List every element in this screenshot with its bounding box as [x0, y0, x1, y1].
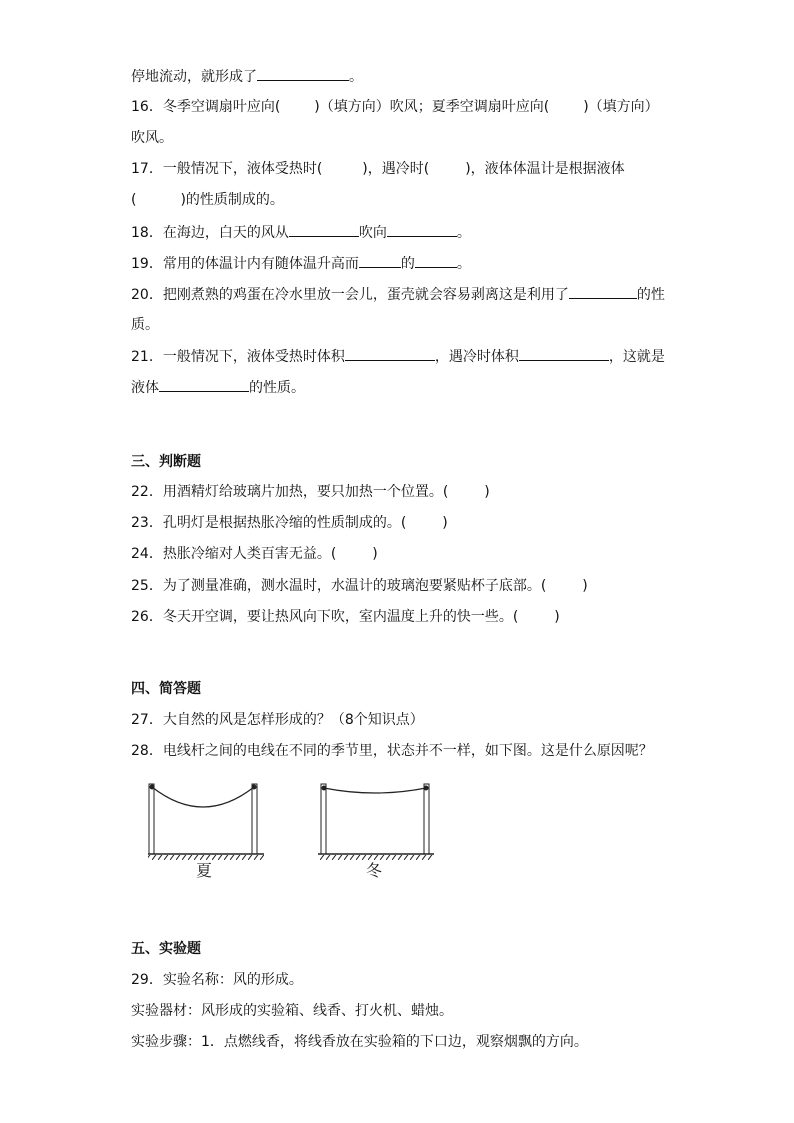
question-27: 27．大自然的风是怎样形成的？（8个知识点）: [131, 712, 424, 728]
summer-right-insulator: [252, 785, 257, 790]
q15-text: 停地流动，就形成了: [131, 69, 257, 85]
q26-text: 26．冬天开空调，要让热风向下吹，室内温度上升的快一些。(: [131, 609, 519, 625]
q18-text-c: 。: [456, 225, 471, 241]
q24-text: 24．热胀冷缩对人类百害无益。(: [131, 546, 337, 562]
winter-left-pole: [321, 784, 326, 854]
q20-blank[interactable]: [569, 284, 637, 299]
winter-label: 冬: [365, 861, 383, 880]
power-line-figure: [140, 772, 450, 884]
q25-text: 25．为了测量准确，测水温时，水温计的玻璃泡要紧贴杯子底部。(: [131, 578, 547, 594]
q21-text-a: 21．一般情况下，液体受热时体积: [131, 349, 345, 365]
q21-text-b: ，遇冷时体积: [434, 349, 519, 365]
question-16-cont: 吹风。: [131, 130, 173, 146]
q22-close: ): [484, 484, 490, 500]
question-15-tail: [131, 66, 363, 87]
q17-cont-text: )的性质制成的。: [180, 192, 284, 208]
q17-text-a: 17．一般情况下，液体受热时(: [131, 161, 323, 177]
question-22: [131, 482, 490, 502]
question-24: [131, 544, 378, 564]
q19-text-b: 的: [400, 256, 415, 272]
q23-close: ): [442, 515, 448, 531]
question-28: 28．电线杆之间的电线在不同的季节里，状态并不一样，如下图。这是什么原因呢？: [131, 743, 653, 759]
summer-left-insulator: [150, 785, 155, 790]
question-25: [131, 576, 588, 596]
q15-end: 。: [349, 69, 363, 85]
q19-text-a: 19．常用的体温计内有随体温升高而: [131, 256, 359, 272]
summer-label: 夏: [195, 861, 213, 880]
question-23: [131, 513, 448, 533]
section-3-heading: 三、判断题: [131, 454, 201, 470]
q16-text-b: )（填方向）吹风；夏季空调扇叶应向(: [314, 99, 550, 115]
q19-blank-2[interactable]: [415, 253, 457, 268]
question-19: [131, 253, 471, 274]
q18-blank-1[interactable]: [289, 222, 359, 237]
q21-blank-1[interactable]: [345, 346, 435, 361]
q21-blank-2[interactable]: [519, 346, 609, 361]
experiment-materials: 实验器材：风形成的实验箱、线香、打火机、蜡烛。: [131, 1003, 453, 1019]
q17-text-c: )，液体体温计是根据液体: [465, 161, 625, 177]
q18-blank-2[interactable]: [387, 222, 457, 237]
winter-right-pole: [424, 784, 429, 854]
q16-text-a: 16．冬季空调扇叶应向(: [131, 99, 281, 115]
winter-ground-hatching: [318, 855, 434, 860]
question-21: [131, 346, 665, 367]
winter-right-insulator: [424, 786, 429, 791]
q21-blank-3[interactable]: [159, 377, 249, 392]
q18-text-b: 吹向: [358, 225, 387, 241]
q21-cont-b: 的性质。: [249, 380, 305, 396]
question-17-cont: [131, 190, 284, 210]
q19-blank-1[interactable]: [359, 253, 401, 268]
question-16: [131, 97, 659, 117]
winter-left-insulator: [322, 786, 327, 791]
question-20-cont: 质。: [131, 317, 159, 333]
experiment-steps: 实验步骤：1．点燃线香，将线香放在实验箱的下口边，观察烟飘的方向。: [131, 1034, 588, 1050]
winter-diagram: [318, 784, 434, 880]
q19-text-c: 。: [456, 256, 471, 272]
question-17: [131, 159, 625, 179]
q21-text-c: ，这就是: [608, 349, 665, 365]
summer-ground-hatching: [148, 855, 264, 860]
q17-cont-open: (: [131, 192, 137, 208]
winter-taut-wire: [324, 788, 426, 793]
q24-close: ): [372, 546, 378, 562]
q26-close: ): [554, 609, 560, 625]
q22-text: 22．用酒精灯给玻璃片加热，要只加热一个位置。(: [131, 484, 449, 500]
question-18: [131, 222, 471, 243]
q18-text-a: 18．在海边，白天的风从: [131, 225, 289, 241]
summer-sagging-wire: [152, 787, 254, 807]
summer-left-pole: [149, 784, 154, 854]
q21-cont-a: 液体: [131, 380, 159, 396]
question-21-cont: [131, 377, 305, 398]
summer-right-pole: [252, 784, 257, 854]
question-26: [131, 607, 560, 627]
q23-text: 23．孔明灯是根据热胀冷缩的性质制成的。(: [131, 515, 407, 531]
q16-text-c: )（填方向）: [583, 99, 659, 115]
q20-text-a: 20．把刚煮熟的鸡蛋在冷水里放一会儿，蛋壳就会容易剥离这是利用了: [131, 287, 569, 303]
section-4-heading: 四、简答题: [131, 681, 201, 697]
summer-diagram: [148, 784, 264, 880]
q20-text-b: 的性: [636, 287, 665, 303]
q25-close: ): [582, 578, 588, 594]
q15-blank[interactable]: [257, 66, 349, 81]
section-5-heading: 五、实验题: [131, 941, 201, 957]
q17-text-b: )，遇冷时(: [362, 161, 430, 177]
question-29: 29．实验名称：风的形成。: [131, 972, 303, 988]
question-20: [131, 284, 665, 305]
